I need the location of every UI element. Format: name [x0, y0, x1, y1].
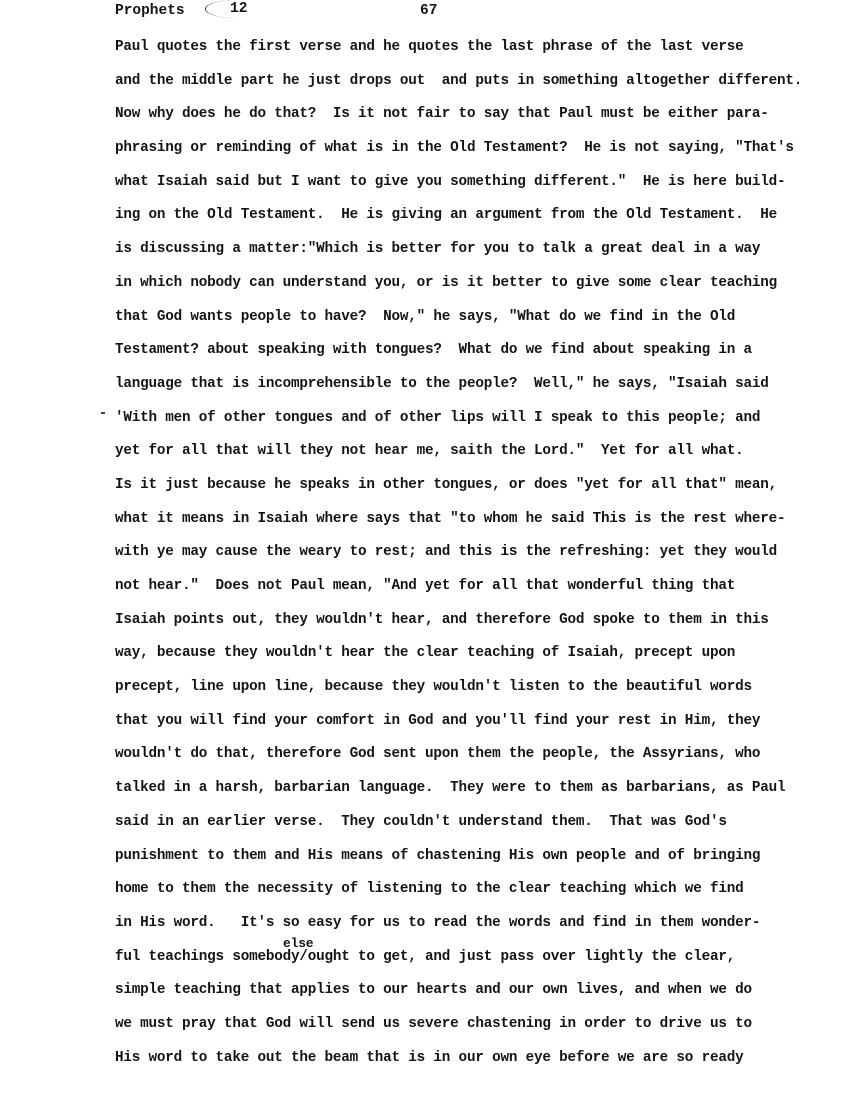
text-line: Testament? about speaking with tongues? What do we find about speaking in a — [115, 342, 752, 359]
text-line: 'With men of other tongues and of other lips will I speak to this people; and — [115, 409, 761, 426]
text-line: we must pray that God will send us severe chastening in order to drive us to — [115, 1015, 752, 1032]
header-title: Prophets — [115, 3, 185, 19]
text-line: in His word. It's so easy for us to read the words and find in them wonder- — [115, 914, 761, 931]
interlinear-insertion: else — [283, 935, 314, 951]
text-line: phrasing or reminding of what is in the Old Testament? He is not saying, "That's — [115, 140, 794, 157]
text-line: simple teaching that applies to our hearts and our own lives, and when we do — [115, 982, 752, 999]
text-line: ful teachings somebody/ought to get, and just pass over lightly the clear, — [115, 948, 736, 965]
text-line: is discussing a matter:"Which is better for you to talk a great deal in a way — [115, 241, 761, 258]
text-line: Now why does he do that? Is it not fair to say that Paul must be either para- — [115, 106, 769, 123]
text-line: that God wants people to have? Now," he says, "What do we find in the Old — [115, 308, 736, 325]
text-line: and the middle part he just drops out and puts in something altogether different. — [115, 72, 803, 89]
text-line: wouldn't do that, therefore God sent upon them the people, the Assyrians, who — [115, 746, 761, 763]
text-line: not hear." Does not Paul mean, "And yet for all that wonderful thing that — [115, 578, 736, 594]
text-line: Paul quotes the first verse and he quotes the last phrase of the last verse — [115, 39, 744, 55]
text-line: in which nobody can understand you, or is it better to give some clear teaching — [115, 274, 777, 291]
page-number: 67 — [420, 3, 438, 19]
text-line: His word to take out the beam that is in our own eye before we are so ready — [115, 1049, 744, 1066]
header-section-number: 12 — [205, 0, 265, 18]
text-line: yet for all that will they not hear me, saith the Lord." Yet for all what. — [115, 443, 744, 460]
text-line: way, because they wouldn't hear the clear teaching of Isaiah, precept upon — [115, 645, 736, 662]
typed-body-text — [115, 36, 815, 1080]
text-line: Isaiah points out, they wouldn't hear, and therefore God spoke to them in this — [115, 611, 769, 628]
page-header — [115, 3, 815, 27]
text-line: said in an earlier verse. They couldn't understand them. That was God's — [115, 813, 727, 830]
text-line: talked in a harsh, barbarian language. They were to them as barbarians, as Paul — [115, 780, 786, 797]
text-line: punishment to them and His means of chastening His own people and of bringing — [115, 847, 761, 864]
text-line: language that is incomprehensible to the people? Well," he says, "Isaiah said — [115, 375, 769, 392]
text-line: with ye may cause the weary to rest; and this is the refreshing: yet they would — [115, 544, 777, 561]
text-line: home to them the necessity of listening to the clear teaching which we find — [115, 881, 744, 898]
text-line: what it means in Isaiah where says that "to whom he said This is the rest where- — [115, 510, 786, 527]
text-line: precept, line upon line, because they wouldn't listen to the beautiful words — [115, 679, 752, 696]
text-line: Is it just because he speaks in other tongues, or does "yet for all that" mean, — [115, 476, 777, 493]
text-line: that you will find your comfort in God and you'll find your rest in Him, they — [115, 712, 761, 729]
text-line: ing on the Old Testament. He is giving an argument from the Old Testament. He — [115, 207, 777, 224]
margin-mark — [101, 412, 105, 414]
text-line: what Isaiah said but I want to give you something different." He is here build- — [115, 173, 786, 190]
